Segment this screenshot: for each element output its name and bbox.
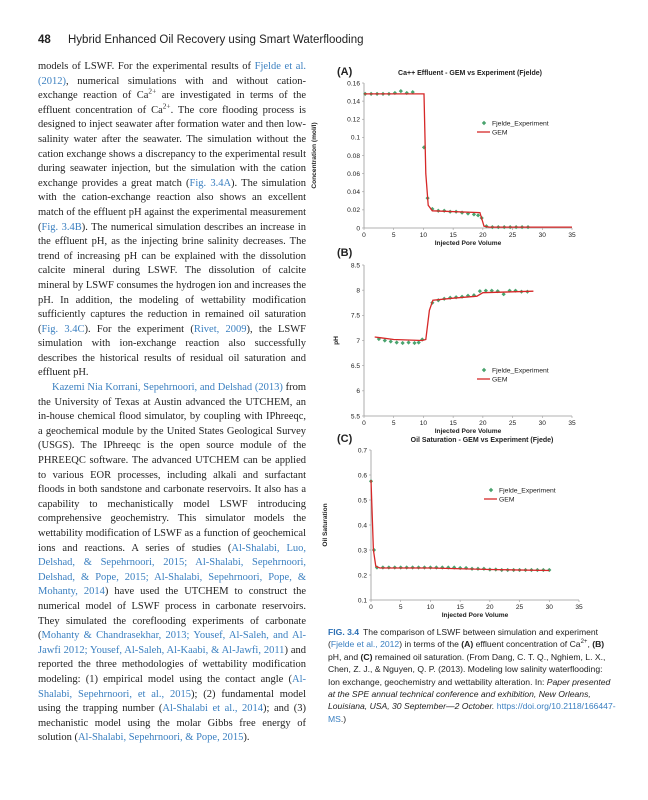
legend-label: Fjelde_Experiment <box>492 367 549 375</box>
text-run: ) in terms of the <box>399 639 462 650</box>
experiment-marker <box>478 289 482 293</box>
x-tick-label: 20 <box>479 232 487 239</box>
x-tick-label: 35 <box>575 604 583 611</box>
chart-title: Oil Saturation - GEM vs Experiment (Fjede) <box>410 437 554 444</box>
citation-link[interactable]: Fig. 3.4A <box>189 177 232 189</box>
y-tick-label: 0.02 <box>347 207 360 215</box>
citation-link[interactable]: Kazemi Nia Korrani, Sepehrnoori, and Delshad (2013) <box>52 382 283 394</box>
text-run: Paper presented at the SPE annual technical conference and exhibition, New Orleans, Louisiana, USA, 30 September—2 October. <box>328 676 611 712</box>
x-tick-label: 25 <box>515 604 524 611</box>
legend-marker-icon <box>482 368 486 372</box>
x-tick-label: 0 <box>362 420 366 427</box>
x-tick-label: 10 <box>419 420 428 427</box>
experiment-marker <box>458 566 462 570</box>
chart-panel-a <box>311 66 576 247</box>
text-run: pH, and <box>328 651 361 662</box>
y-axis-label: Oil Saturation <box>322 503 329 547</box>
experiment-marker <box>476 213 480 217</box>
text-run: ). The simulation with the cation-exchange reaction also shows an excellent match of the effluent pH against the experimental measurement ( <box>38 177 306 233</box>
y-tick-label: 8.5 <box>350 262 360 270</box>
y-tick-label: 0.6 <box>357 472 367 480</box>
x-tick-label: 30 <box>538 232 546 239</box>
panel-label: (A) <box>337 66 353 78</box>
y-tick-label: 0.7 <box>357 447 367 455</box>
experiment-marker <box>401 341 405 345</box>
x-tick-label: 15 <box>456 604 464 611</box>
citation-link[interactable]: Fjelde et al. (2012) <box>38 61 306 87</box>
x-tick-label: 5 <box>391 232 396 239</box>
x-tick-label: 35 <box>568 420 576 427</box>
text-run: ). <box>243 732 250 744</box>
gem-series-line <box>364 94 572 227</box>
y-tick-label: 0.5 <box>357 497 367 505</box>
text-run: ); (2) fundamental model using the trapping number ( <box>38 688 306 715</box>
text-run: (B) <box>592 639 605 650</box>
legend-label: Fjelde_Experiment <box>499 487 556 495</box>
citation-link[interactable]: Al-Shalabi, Luo, Delshad, & Sepehrnoori, 2015; Al-Shalabi, Sepehrnoori, Delshad, & Pope, 2015; Al-Shalabi, Sepehrnoori, Pope, & Mohanty, 2014 <box>38 542 307 598</box>
text-run: , <box>587 639 593 650</box>
chart-panel-b <box>333 247 576 435</box>
y-tick-label: 8 <box>356 287 360 295</box>
citation-link[interactable]: Al-Shalabi, Sepehrnoori, & Pope, 2015 <box>77 732 244 744</box>
caption-text <box>328 627 616 724</box>
text-run: are investigated in terms of the effluent concentration of Ca <box>38 90 306 116</box>
text-run: from the University of Texas at Austin advanced the UTCHEM, an in-house chemical flood simulator, by coupling with IPhreeqc, a geochemical module by the United States Geological Survey (USGS). The IPhreeqc is the open source module of the PHREEQC software. The advanced UTCHEM can be applied to various EOR processes, including alkali and surfactant floods in both sandstone and carbonate reservoirs. It also has a capability to mechanistically model LSWF introducing comprehensive geochemistry. This simulator models the wettability modification of LSWF as a function of geochemical ions and reactions. A series of studies ( <box>38 382 306 554</box>
y-tick-label: 0.16 <box>347 80 360 88</box>
citation-link[interactable]: Fjelde et al., 2012 <box>330 639 400 650</box>
x-tick-label: 5 <box>398 604 403 611</box>
y-tick-label: 0.12 <box>347 116 360 124</box>
text-run: .) <box>340 713 347 724</box>
y-tick-label: 0.1 <box>357 597 367 605</box>
legend-label: GEM <box>492 129 508 137</box>
text-run: (C) <box>360 651 373 662</box>
gem-series-line <box>375 291 534 340</box>
y-tick-label: 5.5 <box>350 413 360 421</box>
y-tick-label: 6.5 <box>350 362 360 370</box>
experiment-marker <box>399 89 403 93</box>
text-run: remained oil saturation. (From Dang, C. T. Q., Nghiem, L. X., Chen, Z. J., & Nguyen, Q. P. (2013). Modeling low salinity waterflooding: Ion exchange, geochemistry and wettability alteration. In: <box>328 651 606 687</box>
x-tick-label: 20 <box>486 604 494 611</box>
text-run: models of LSWF. For the experimental results of <box>38 61 255 72</box>
doi-link[interactable]: https://doi.org/10.2118/166447-MS <box>328 701 616 724</box>
text-run: 2+ <box>148 86 157 96</box>
y-tick-label: 7 <box>356 337 360 345</box>
y-tick-label: 0 <box>356 225 360 233</box>
text-run: ); and (3) mechanistic model using the molar Gibbs free energy of solution ( <box>38 703 306 744</box>
chart-panel-c <box>322 433 583 619</box>
text-run: (A) <box>461 639 474 650</box>
y-tick-label: 0.04 <box>347 189 360 197</box>
y-tick-label: 0.14 <box>347 98 360 106</box>
y-tick-label: 7.5 <box>350 312 360 320</box>
y-tick-label: 6 <box>356 388 360 396</box>
x-tick-label: 30 <box>538 420 546 427</box>
panel-label: (C) <box>337 433 353 445</box>
citation-link[interactable]: Al-Shalabi et al., 2014 <box>162 703 264 715</box>
text-run: ). The numerical simulation describes an increase in the effluent pH, as the injecting brine salinity decreases. The trend of increasing pH can be explained with the dissolution calcite mineral during LSWF. The dissolution of calcite mineral by LSWF consumes the hydrogen ion and increases the pH. In addition, the modeling of wettability modification sufficiently captures the reduction in remained oil saturation ( <box>38 221 306 335</box>
x-tick-label: 30 <box>545 604 553 611</box>
chart-title: Ca++ Effluent - GEM vs Experiment (Fjelde) <box>398 70 542 77</box>
y-axis-label: Concentration (mol/l) <box>311 122 318 189</box>
citation-link[interactable]: Rivet, 2009 <box>193 323 247 335</box>
y-axis-label: pH <box>333 336 340 345</box>
x-axis-label: Injected Pore Volume <box>434 240 502 247</box>
y-tick-label: 0.4 <box>357 522 367 530</box>
x-tick-label: 15 <box>449 232 457 239</box>
text-run: ), the LSWF simulation with ion-exchange reaction also successfully describes the historical results of residual oil saturation and effluent pH. <box>38 323 307 379</box>
page-number: 48 <box>38 34 51 46</box>
citation-link[interactable]: Fig. 3.4C <box>41 323 85 335</box>
experiment-marker <box>406 340 410 344</box>
x-tick-label: 10 <box>426 604 435 611</box>
y-tick-label: 0.08 <box>347 152 360 160</box>
text-run: The comparison of LSWF between simulation and experiment ( <box>328 627 599 650</box>
y-tick-label: 0.2 <box>357 572 367 580</box>
figure-caption <box>328 626 616 725</box>
x-tick-label: 0 <box>369 604 373 611</box>
experiment-marker <box>412 341 416 345</box>
text-run: ) and reported the three methodologies of wettability modification modeling: (1) empirical model using the contact angle ( <box>38 644 306 685</box>
x-axis-label: Injected Pore Volume <box>434 428 502 435</box>
y-tick-label: 0.1 <box>350 134 360 142</box>
x-tick-label: 25 <box>508 232 517 239</box>
citation-link[interactable]: Al-Shalabi, Sepehrnoori, et al., 2015 <box>38 673 306 700</box>
y-tick-label: 0.3 <box>357 547 367 555</box>
x-tick-label: 20 <box>479 420 487 427</box>
experiment-marker <box>389 339 393 343</box>
x-tick-label: 0 <box>362 232 366 239</box>
x-axis-label: Injected Pore Volume <box>441 612 509 619</box>
text-run: ). For the experiment ( <box>84 323 194 335</box>
x-tick-label: 35 <box>568 232 576 239</box>
text-run: , numerical simulations with and without cation-exchange reaction of Ca <box>38 75 306 102</box>
text-run: 2+ <box>580 639 588 646</box>
text-run: effluent concentration of Ca <box>473 639 581 650</box>
panel-label: (B) <box>337 247 353 259</box>
citation-link[interactable]: Mohanty & Chandrasekhar, 2013; Yousef, Al-Saleh, and Al-Jawfi 2012; Yousef, Al-Saleh, Al-Kaabi, & Al-Jawfi, 2011 <box>38 630 306 656</box>
experiment-marker <box>395 340 399 344</box>
text-run: 2+ <box>162 101 171 111</box>
legend-label: GEM <box>492 376 508 384</box>
x-tick-label: 15 <box>449 420 457 427</box>
legend-label: Fjelde_Experiment <box>492 120 549 128</box>
x-tick-label: 25 <box>508 420 517 427</box>
legend-marker-icon <box>482 121 486 125</box>
x-tick-label: 10 <box>419 232 428 239</box>
book-title: Hybrid Enhanced Oil Recovery using Smart Waterflooding <box>68 34 364 46</box>
text-run: ) have used the UTCHEM to construct the numerical model of LSWF process in carbonate reservoirs. They simulated the coreflooding experiments of carbonate ( <box>38 586 306 642</box>
caption-label: FIG. 3.4 <box>328 627 360 637</box>
legend-label: GEM <box>499 496 515 504</box>
y-tick-label: 0.06 <box>347 170 360 178</box>
legend-marker-icon <box>489 488 493 492</box>
x-tick-label: 5 <box>391 420 396 427</box>
citation-link[interactable]: Fig. 3.4B <box>41 221 82 233</box>
text-run: . The core flooding process is designed to inject seawater after formation water and then low-salinity water after the seawater. The simulation without the cation exchange shows a discrepancy to the experimental result during seawater injection, but the simulation with the cation exchange provides a great match ( <box>38 104 306 189</box>
